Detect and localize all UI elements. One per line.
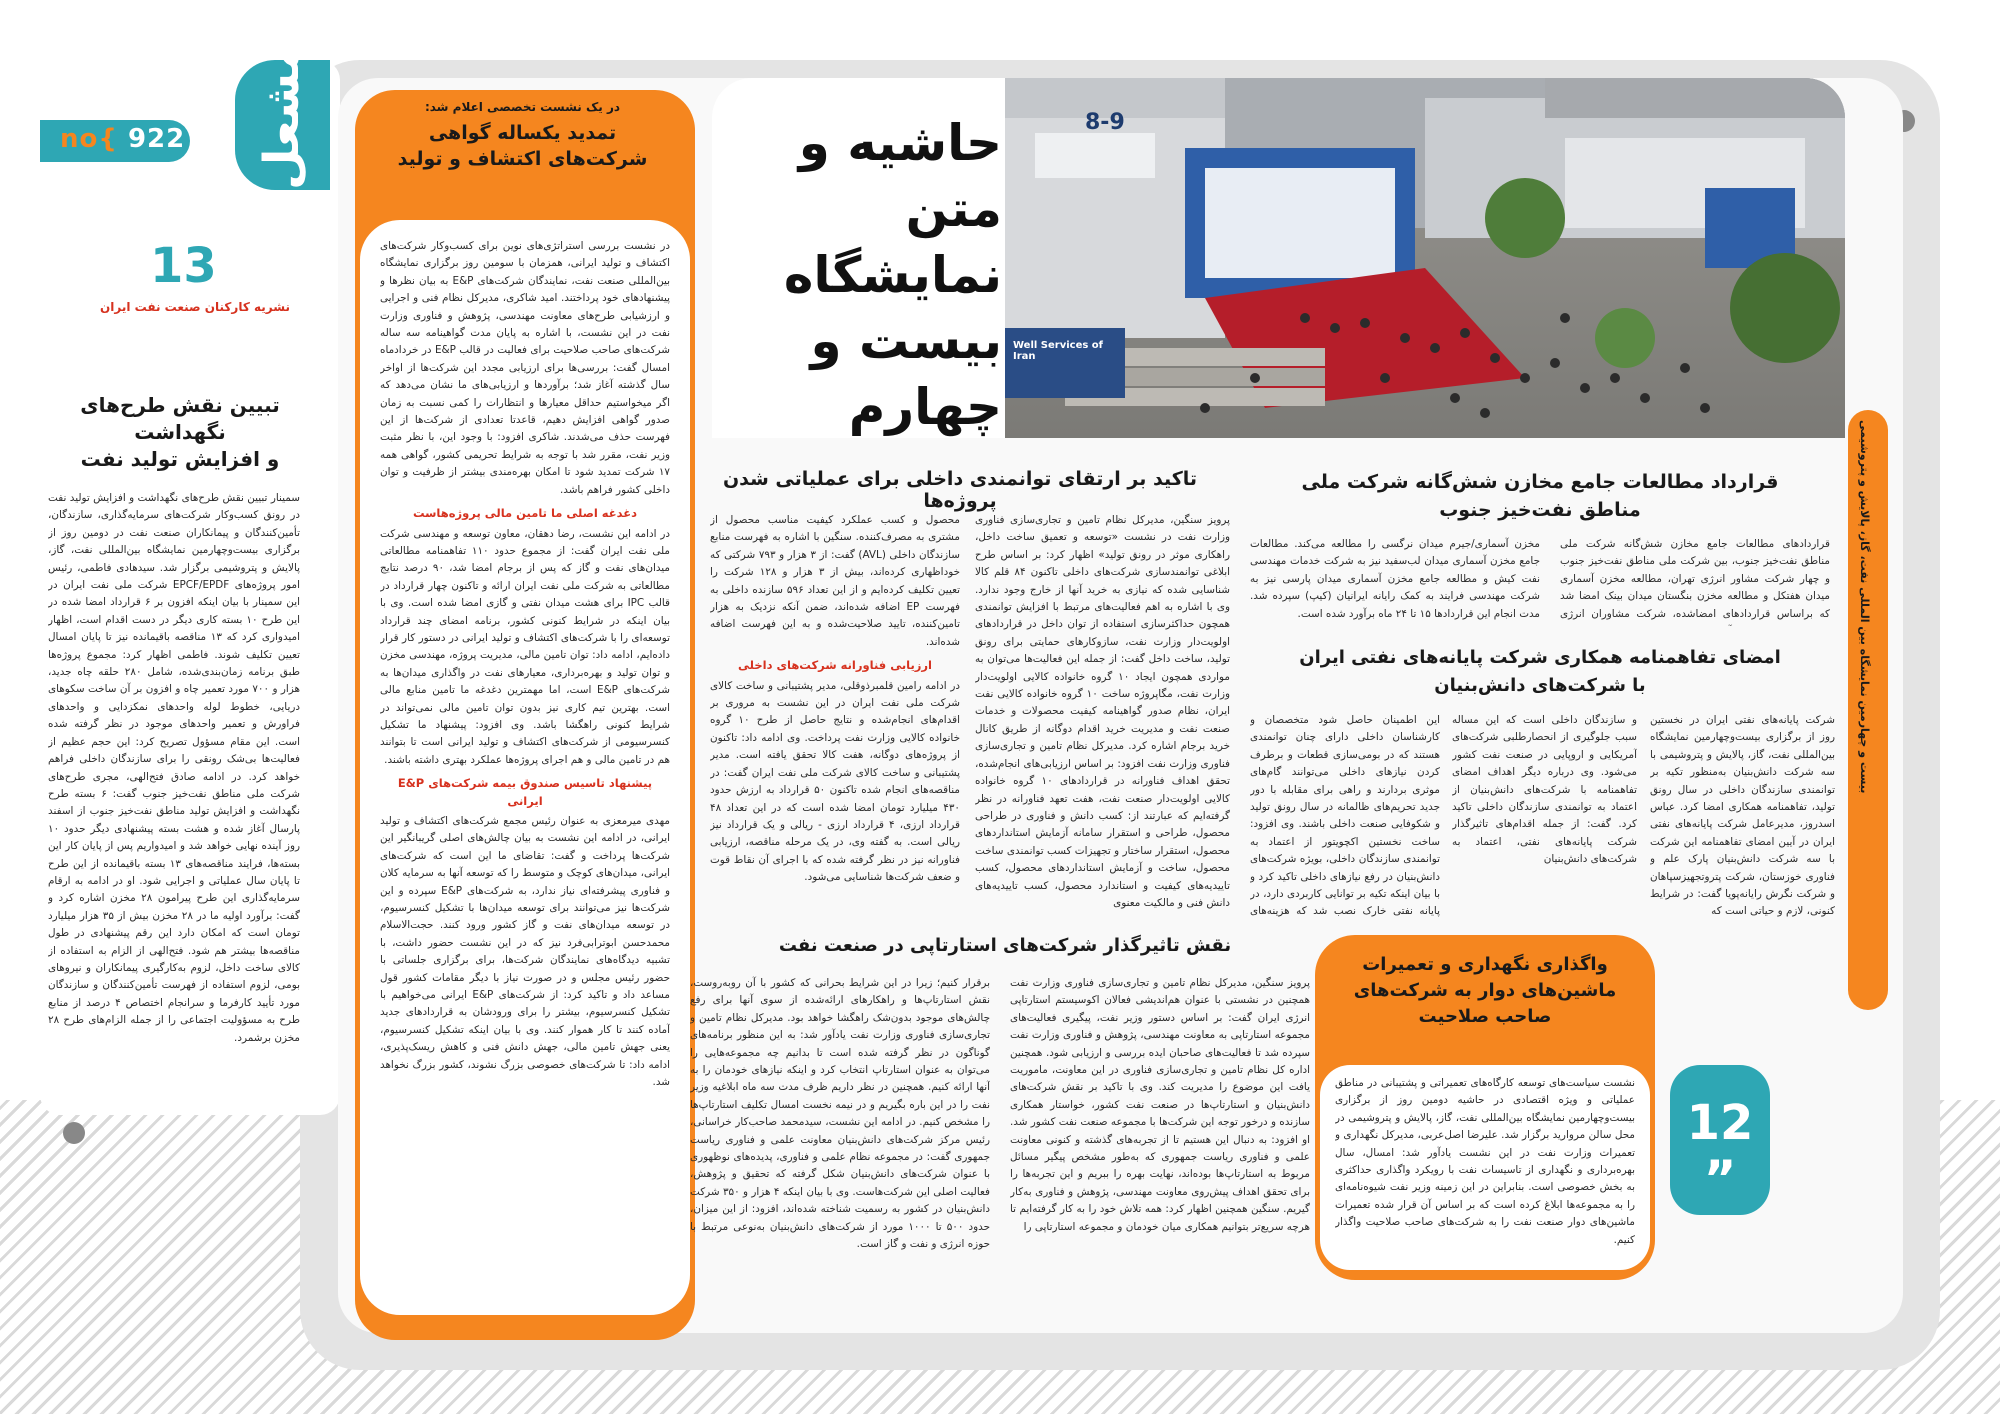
right-vertical-text: بیست و چهارمین نمایشگاه بین المللی نفت، گاز، پالایش و پتروشیمی	[1858, 420, 1871, 794]
left-article-body: سمینار تبیین نقش طرح‌های نگهداشت و افزایش تولید نفت در رونق کسب‌وکار شرکت‌های سرمایه‌گذاری، سازندگان، تأمین‌کنندگان و پیمانکاران صنعت نفت در دومین روز از برگزاری بیست‌وچهارمین نمایشگاه بین‌المللی نفت، گاز، پالایش و پتروشیمی برگزار شد. سیدهادی فاطمی، رئیس امور پروژه‌های EPCF/EPDF شرکت ملی نفت ایران در این سمینار با بیان اینکه افزون بر ۶ قرارداد امضا شده در این طرح ۱۰ بسته کاری دیگر در دست اقدام است، اظهار امیدواری کرد که ۱۳ مناقصه باقیمانده نیز تا پایان امسال تعیین تکلیف شوند. فاطمی اظهار کرد: مجموع پروژه‌ها طبق برنامه زمان‌بندی‌شده، شامل ۲۸۰ حلقه چاه جدید، هزار و ۷۰۰ مورد تعمیر چاه و افزون بر آن ساخت سکوهای دریایی، خطوط لوله واحدهای نمکزدایی و واحدهای فراورش و تعمیر واحدهای موجود در نظر گرفته شده است. این مقام مسؤول تصریح کرد: این حجم عظیم از فعالیت‌ها بی‌شک رونقی را برای سازندگان داخلی فراهم خواهد کرد. در ادامه صادق فتح‌الهی، مجری طرح‌های شرکت ملی مناطق نفت‌خیز جنوب گفت: ۶ بسته طرح نگهداشت و افزایش تولید مناطق نفت‌خیز جنوب از اسفند پارسال آغاز شده و هشت بسته پیشنهادی دیگر حدود ۱۰ روز آینده نهایی خواهد شد و امیدواریم پس از پایان کار این بسته‌ها، فرایند مناقصه‌های ۱۳ بسته باقیمانده از این طرح تا پایان سال عملیاتی و اجرایی شود. او در ادامه به ارقام سرمایه‌گذاری این طرح پیرامون ۲۸ مخزن اشاره کرد و گفت: برآورد اولیه ما در ۲۸ مخزن بیش از ۳۵ هزار میلیارد تومان است که امکان دارد این رقم پیشنهادی در طول مناقصه‌ها بیشتر هم شود. فتح‌الهی از الزام به استفاده از کالای ساخت داخل، لزوم به‌کارگیری پیمانکاران و نیروهای بومی، لزوم استفاده از فهرست تأمین‌کنندگان و سازندگان مورد تأیید کارفرما و سرانجام اختصاص ۴ درصد از منابع طرح به مسؤولیت اجتماعی را از جمله الزام‌های طرح ۲۸ مخزن برشمرد.	[48, 492, 300, 1044]
page-number-right: 12	[1686, 1095, 1754, 1151]
article-tafahom-col-2: و سازندگان داخلی است که این مساله سبب جلوگیری از انحصارطلبی شرکت‌های آمریکایی و اروپایی در صنعت نفت کشور می‌شود. وی درباره دیگر اهداف امضای تفاهمنامه با شرکت‌های دانش‌بنیان از اعتماد به توانمندی سازندگان داخلی تاکید کرد. گفت: از جمله اقدام‌های تاثیرگذار شرکت پایانه‌های نفتی، اعتماد به شرکت‌های دانش‌بنیان	[1452, 714, 1637, 866]
article-gharardad-col-right: قراردادهای مطالعات جامع مخازن شش‌گانه شرکت ملی مناطق نفت‌خیز جنوب، بین شرکت ملی مناطق نفت‌خیز جنوب و چهار شرکت مشاور انرژی تهران، مطالعه مخزن آسماری میدان هفتکل و مطالعه مخزن بنگستان میدان بینک امضا شد که براساس قراردادهای امضاشده، شرکت مشاوران انرژی	[1560, 538, 1830, 620]
article-gharardad-title: قرارداد مطالعات جامع مخازن شش‌گانه شرکت ملی مناطق نفت‌خیز جنوب	[1301, 471, 1779, 521]
article-tavan-col-left: محصول و کسب عملکرد کیفیت مناسب محصول از مشتری به مصرف‌کننده. سنگین با اشاره به فهرست منابع سازندگان داخلی (AVL) گفت: از ۳ هزار و ۷۹۳ شرکتی که خوداظهاری کرده‌اند، بیش از ۳ هزار و ۱۲۸ شرکت را تعیین تکلیف کرده‌ایم و از این تعداد ۵۹۶ سازنده داخلی به فهرست EP اضافه شده‌اند، ضمن آنکه نزدیک به هزار تامین‌کننده، تایید صلاحیت‌شده و به این فهرست اضافه شده‌اند. ارزیابی فناورانه شرکت‌های داخلی در ادامه رامین قلمبرذوقلی، مدیر پشتیبانی و ساخت کالای شرکت ملی نفت ایران در این نشست به مروری بر اقدام‌های انجام‌شده و نتایج حاصل از طرح ۱۰ گروه خانواده کالایی وزارت نفت پرداخت. وی ادامه داد: تاکنون از پروژه‌های دوگانه، هفت کالا تحقق یافته است. مدیر پشتیبانی و ساخت کالای شرکت ملی نفت ایران گفت: در مناقصه‌های انجام شده تاکنون ۵۰ قرارداد به ارزش حدود ۴۳۰ میلیارد تومان امضا شده است که در این تعداد ۴۸ قرارداد ارزی، ۴ قرارداد ارزی - ریالی و یک قرارداد نیز ریالی است. به گفته وی، در یک مرحله مناقصه، ارزیابی فناورانه نیز در نظر گرفته شده که با اجرای آن نقاط قوت و ضعف شرکت‌ها شناسایی می‌شود.	[710, 514, 960, 884]
frame-dot-bottom	[63, 1122, 85, 1144]
exhibition-photo-svg	[1005, 78, 1845, 438]
issue-number: no{ 922	[60, 124, 186, 154]
orange-left-header: در یک نشست تخصصی اعلام شد: تمدید یکساله گواهی شرکت‌های اکتشاف و تولید	[397, 100, 648, 170]
article-tafahom-col-1: شرکت پایانه‌های نفتی ایران در نخستین روز از برگزاری بیست‌وچهارمین نمایشگاه بین‌المللی نفت، گاز، پالایش و پتروشیمی با سه شرکت دانش‌بنیان به‌منظور تکیه بر توانمندی سازندگان داخلی در سال رونق تولید، تفاهمنامه همکاری امضا کرد. عباس اسدروز، مدیرعامل شرکت پایانه‌های نفتی ایران در آیین امضای تفاهمنامه این شرکت با سه شرکت دانش‌بنیان پارک علم و فناوری خوزستان، شرکت پتروتجهیزسپاهان و شرکت نگرش رایانه‌پویا گفت: در شرایط کنونی، لازم و حیاتی است که	[1650, 714, 1835, 918]
logo-text: مشعل	[254, 41, 310, 190]
quote-mark-icon: ”	[1703, 1150, 1737, 1208]
article-tavan-col-right: پرویز سنگین، مدیرکل نظام تامین و تجاری‌سازی فناوری وزارت نفت در نشست «توسعه و تعمیق ساخت داخل، راهکاری موثر در رونق تولید» اظهار کرد: بر اساس طرح ابلاغی توانمندسازی شرکت‌های داخلی تاکنون ۸۴ قلم کالا شناسایی شده که نیازی به خرید آنها از خارج وجود ندارد. وی با اشاره به اهم فعالیت‌های مرتبط با افزایش توانمندی همچون حداکثرسازی استفاده از توان داخل در قراردادهای اولویت‌دار وزارت نفت، سازوکارهای حمایتی برای رونق تولید، ساخت داخل گفت: از جمله این فعالیت‌ها می‌توان به مواردی همچون ایجاد ۱۰ گروه خانواده کالایی اولویت‌دار وزارت نفت، مگاپروژه ساخت ۱۰ گروه خانواده کالایی نفت ایران، نظام صدور گواهینامه کیفیت محصولات و خدمات صنعت نفت و مدیریت خرید اقدام دوگانه از طریق کانال خرید برجام اشاره کرد. مدیرکل نظام تامین و تجاری‌سازی فناوری وزارت نفت افزود: بر اساس ارزیابی‌های انجام‌شده، تحقق اهداف فناورانه در قراردادهای ۱۰ گروه خانواده کالایی اولویت‌دار صنعت نفت، هفت تعهد فناورانه در نظر گرفته‌ایم که عبارتند از: کسب دانش و فناوری در طراحی محصول، طراحی و استقرار سامانه آزمایش استانداردهای محصول، استقرار ساختار و تجهیزات کسب توانمندی ساخت محصول، ساخت و آزمایش استانداردهای محصول، کسب تاییدیه‌های کیفیت و استاندارد محصول، کسب تاییدیه‌های دانش فنی و مالکیت معنوی	[975, 514, 1230, 909]
photo-banner-text: Well Services of Iran	[1013, 340, 1104, 362]
article-tavan-subheading: ارزیابی فناورانه شرکت‌های داخلی	[738, 658, 932, 673]
logo	[235, 41, 330, 190]
hall-sign: 8-9	[1085, 110, 1125, 135]
exhibition-photo	[1005, 78, 1845, 438]
issue-label: no	[60, 124, 99, 154]
article-tafahom-title: امضای تفاهمنامه همکاری شرکت پایانه‌های نفتی ایران با شرکت‌های دانش‌بنیان	[1299, 647, 1781, 696]
main-title: حاشیه و متن نمایشگاه بیست و چهارم	[783, 114, 1002, 436]
publication-name: نشریه کارکنان صنعت نفت ایران	[100, 300, 290, 314]
article-startup-col-right: پرویز سنگین، مدیرکل نظام تامین و تجاری‌سازی فناوری وزارت نفت همچنین در نشستی با عنوان هم‌اندیشی فعالان اکوسیستم استارتاپی انرژی ایران گفت: بر اساس دستور وزیر نفت، پیگیری فعالیت‌های مجموعه استارتاپی به معاونت مهندسی، پژوهش و فناوری وزارت نفت سپرده شد تا فعالیت‌های صاحبان ایده بررسی و ارزیابی شود. همچنین اداره کل نظام تامین و تجاری‌سازی فناوری در این معاونت، ماموریت یافت این موضوع را مدیریت کند. وی با تاکید بر نقش شرکت‌های دانش‌بنیان و استارتاپ‌ها در صنعت نفت کشور، خواستار همکاری سازنده و درخور توجه این شرکت‌ها با مجموعه صنعت نفت کشور شد. او افزود: به دنبال این هستیم تا از تجربه‌های گذشته و کنونی معاونت علمی و فناوری ریاست جمهوری که به‌طور مشخص پیگیر مسائل مربوط به استارتاپ‌ها بوده‌اند، نهایت بهره را ببریم و این تجربه‌ها را برای تحقق اهداف پیش‌روی معاونت مهندسی، پژوهش و فناوری به‌کار گیریم. سنگین همچنین اظهار کرد: همه تلاش خود را به کار گرفته‌ایم تا هرچه سریع‌تر بتوانیم همکاری میان خودمان و مجموعه استارتاپی را	[1010, 977, 1310, 1233]
issue-value: 922	[127, 124, 186, 154]
article-tafahom-col-3: این اطمینان حاصل شود متخصصان و کارشناسان داخلی دارای چنان توانمندی هستند که در بومی‌سازی قطعات و برطرف کردن نیازهای داخلی می‌توانند گام‌های موثری بردارند و راهی برای مقابله با دور جدید تحریم‌های ظالمانه در سال رونق تولید و شکوفایی صنعت داخلی باشند. وی افزود: ساخت نخستین اکچویتور از اعتماد به توانمندی سازندگان داخلی، بویژه شرکت‌های دانش‌بنیان در رفع نیازهای داخلی تاکید کرد و با بیان اینکه تکیه بر توانایی کاربردی دارد، در پایانه نفتی خارک نصب شد که هزینه‌های	[1250, 714, 1440, 918]
article-gharardad-col-left: مخزن آسماری/جیرم میدان نرگسی را مطالعه می‌کند. مطالعات جامع مخزن آسماری میدان لب‌سفید نیز به شرکت خدمات مهندسی نفت کیش و مطالعه جامع مخزن آسماری میدان پارسی نیز به شرکت مهندسی فرایند به کمک رایانه ایرانیان (کیپ) سپرده شد. مدت انجام این قراردادها ۱۵ تا ۲۴ ماه برآورد شده است.	[1250, 538, 1540, 620]
article-startup-title: نقش تاثیرگذار شرکت‌های استارتاپی در صنعت نفت	[778, 935, 1232, 956]
orange-left-subheading-1: دغدغه اصلی ما تامین مالی پروژه‌هاست	[412, 506, 638, 521]
article-tavan-title: تاکید بر ارتقای توانمندی داخلی برای عملیاتی شدن پروژه‌ها	[722, 468, 1198, 512]
article-startup-col-left: برقرار کنیم؛ زیرا در این شرایط بحرانی که کشور با آن روبه‌روست، نقش استارتاپ‌ها و راهکارهای ارائه‌شده از سوی آنها برای رفع چالش‌های موجود بدون‌شک راهگشا خواهد بود. مدیرکل نظام تامین و تجاری‌سازی فناوری وزارت نفت یادآور شد: به این منظور برنامه‌های گوناگون در نظر گرفته شده است تا بدانیم چه مجموعه‌هایی را می‌توان به عنوان استارتاپ انتخاب کرد و اینکه نیازهای خودمان را به آنها ارائه کنیم. همچنین در نظر داریم ظرف مدت سه ماه ابلاغیه وزیر نفت را در این باره بگیریم و در نیمه نخست امسال تکلیف استارتاپ‌ها را مشخص کنیم. در ادامه این نشست، سیدمحمد صاحب‌کار خراسانی، رئیس مرکز شرکت‌های دانش‌بنیان معاونت علمی و فناوری ریاست جمهوری گفت: در مجموعه نظام علمی و فناوری، پدیده‌های نوظهوری با عنوان شرکت‌های دانش‌بنیان شکل گرفته که تحقیق و پژوهش، فعالیت اصلی این شرکت‌هاست. وی با بیان اینکه ۴ هزار و ۳۵۰ شرکت دانش‌بنیان در کشور به رسمیت شناخته شده‌اند، افزود: از این میزان، حدود ۵۰۰ تا ۱۰۰۰ مورد از شرکت‌های دانش‌بنیان به‌نوعی مرتبط با حوزه انرژی و نفت و گاز است.	[690, 977, 990, 1251]
page-number-left: 13	[150, 238, 217, 294]
orange-left-subheading-2: پیشنهاد تاسیس صندوق بیمه شرکت‌های E&P ایرانی	[397, 776, 653, 808]
orange-bottom-title: واگذاری نگهداری و تعمیرات ماشین‌های دوار به شرکت‌های صاحب صلاحیت	[1353, 954, 1617, 1027]
orange-bottom-body: نشست سیاست‌های توسعه کارگاه‌های تعمیراتی و پشتیبانی در مناطق عملیاتی و ویژه اقتصادی در حاشیه دومین روز از برگزاری بیست‌وچهارمین نمایشگاه بین‌المللی نفت، گاز، پالایش و پتروشیمی در محل سالن مروارید برگزار شد. علیرضا اصل‌عربی، مدیرکل نگهداری و تعمیرات وزارت نفت در این نشست یادآور شد: امسال، سال بهره‌برداری و نگهداری از تاسیسات نفت با رویکرد واگذاری حداکثری به بخش خصوصی است. بنابراین در این زمینه وزیر نفت شیوه‌نامه‌ای را به مجموعه‌ها ابلاغ کرده است که بر اساس آن قرار شده تعمیرات ماشین‌های دوار صنعت نفت را به شرکت‌های صاحب صلاحیت واگذار کنیم.	[1335, 1077, 1635, 1246]
orange-left-body: در نشست بررسی استراتژی‌های نوین برای کسب‌وکار شرکت‌های اکتشاف و تولید ایرانی، همزمان با سومین روز برگزاری نمایشگاه بین‌المللی صنعت نفت، نمایندگان شرکت‌های E&P به بیان نظرها و پیشنهادهای خود پرداختند. امید شاکری، مدیرکل نظام فنی و اجرایی و ارزشیابی طرح‌های معاونت مهندسی، پژوهش و فناوری وزارت نفت در این نشست، با اشاره به پایان مدت گواهینامه سه ساله شرکت‌های صاحب صلاحیت برای فعالیت در قالب E&P در خردادماه امسال گفت: بررسی‌ها برای ارزیابی مجدد این شرکت‌ها از اواخر سال گذشته آغاز شد؛ برآوردها و ارزیابی‌های ما نشان می‌دهد که اگر میخواستیم حداقل معیارها و انتظارات را کمی نسبت به زمان صدور گواهی افزایش دهیم، قاعدتا تعدادی از شرکت‌ها از این فهرست حذف می‌شدند. شاکری افزود: با وجود این، با نظر مثبت وزیر نفت، مقرر شد با توجه به شرایط تحریمی کشور، گواهی همه ۱۷ شرکت تمدید شود تا امکان بهره‌مندی بیشتر از ظرفیت و توان داخلی کشور فراهم باشد. دغدغه اصلی ما تامین مالی پروژه‌هاست در ادامه این نشست، رضا دهقان، معاون توسعه و مهندسی شرکت ملی نفت ایران گفت: از مجموع حدود ۱۱۰ تفاهمنامه مطالعاتی میدان‌های نفت و گاز که پس از برجام امضا شد، ۹۰ درصد نتایج مطالعاتی به شرکت ملی نفت ایران ارائه و تاکنون چهار قرارداد در قالب IPC برای هشت میدان نفتی و گازی امضا شده است. وی با بیان اینکه در شرایط کنونی کشور، برنامه امضای چند قرارداد توسعه‌ای را با شرکت‌های اکتشاف و تولید ایرانی در دستور کار قرار داده‌ایم، ادامه داد: توان تامین مالی، مدیریت پروژه، مهندسی مخزن و توان تولید و بهره‌برداری، معیارهای نفت در واگذاری میدان‌ها به شرکت‌های E&P است، اما مهمترین دغدغه ما تامین منابع مالی است. بهترین تیم کاری نیز بدون توان تامین مالی نمی‌تواند در شرایط کنونی راهگشا باشد. وی افزود: پیشنهاد ما تشکیل کنسرسیومی از شرکت‌های اکتشاف و تولید ایرانی است تا بتوانند هم در تامین مالی و هم اجرای پروژه‌ها عملکرد بهتری داشته باشند. پیشنهاد تاسیس صندوق بیمه شرکت‌های E&P ایرانی مهدی میرمعزی به عنوان رئیس مجمع شرکت‌های اکتشاف و تولید ایرانی، در ادامه این نشست به بیان چالش‌های اصلی گریبانگیر این شرکت‌ها پرداخت و گفت: تقاضای ما این است که شرکت‌های ایرانی، میدان‌های کوچک و متوسط را که توسعه آنها به سرمایه کلان و فناوری پیشرفته‌ای نیاز ندارد، به شرکت‌های E&P سپرده و این شرکت‌ها نیز می‌توانند برای توسعه میدان‌ها با تشکیل کنسرسیوم، در توسعه میدان‌های نفت و گاز کشور ورود کنند. حجت‌الاسلام محمدحسن ابوترابی‌فرد نیز که در این نشست حضور داشت، با تشبیه دیدگاه‌های نمایندگان شرکت‌ها، برای برگزاری جلساتی با حضور رئیس مجلس و در صورت نیاز با دیگر مقامات کشور قول مساعد داد و تاکید کرد: از شرکت‌های E&P ایرانی می‌خواهیم با تشکیل کنسرسیوم، بیشتر را برای ورودشان به قراردادهای جدید آماده کنند تا کار هموار کنند. وی با بیان اینکه تشکیل کنسرسیوم، یعنی جهش تامین مالی، جهش دانش فنی و کاهش ریسک‌پذیری، ادامه داد: تا شرکت‌های خصوصی بزرگ نشوند، کشور بزرگ نخواهد شد.	[380, 240, 670, 1089]
left-article-title: تبیین نقش طرح‌های نگهداشت و افزایش تولید نفت	[80, 393, 280, 471]
